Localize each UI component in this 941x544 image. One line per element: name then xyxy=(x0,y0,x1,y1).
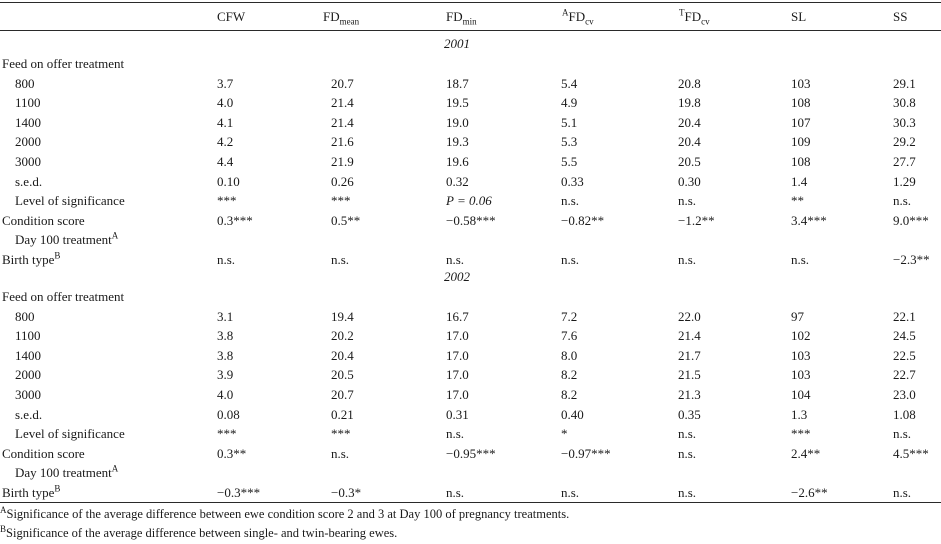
table-cell: 17.0 xyxy=(446,367,469,383)
table-cell: n.s. xyxy=(893,193,912,209)
column-header-subscript: mean xyxy=(339,16,360,27)
table-cell: 3.8 xyxy=(217,347,234,363)
column-header xyxy=(323,7,359,26)
column-header-superscript: T xyxy=(679,7,685,18)
row-label xyxy=(2,54,124,73)
table-cell: ** xyxy=(791,193,804,209)
table-cell: 21.5 xyxy=(678,367,701,383)
table-cell: 21.4 xyxy=(331,114,354,130)
table-row xyxy=(0,132,941,151)
table-cell: 17.0 xyxy=(446,387,469,402)
row-label-text: Feed on offer treatment xyxy=(2,289,125,304)
table-cell: n.s. xyxy=(446,485,465,500)
row-label xyxy=(15,152,41,171)
table-row xyxy=(0,405,941,424)
row-label-superscript: A xyxy=(111,231,119,242)
table-cell: 9.0*** xyxy=(893,212,929,228)
row-label-superscript: B xyxy=(54,250,61,261)
table-cell: n.s. xyxy=(217,252,236,267)
table-cell: 103 xyxy=(791,75,811,91)
row-label xyxy=(15,346,41,365)
year-label: 2002 xyxy=(444,269,470,284)
footnote xyxy=(0,506,569,523)
row-label-text: 1100 xyxy=(15,328,41,344)
row-label xyxy=(15,424,125,443)
footnote-marker: A xyxy=(0,504,7,515)
table-cell: 30.8 xyxy=(893,95,916,111)
row-label xyxy=(15,172,42,191)
row-label xyxy=(15,365,41,384)
table-row xyxy=(0,424,941,443)
table-cell: 5.5 xyxy=(561,154,578,169)
table-cell: 22.0 xyxy=(678,308,701,324)
table-cell: 0.32 xyxy=(446,173,469,189)
row-label-superscript: A xyxy=(111,464,119,475)
row-label xyxy=(15,113,41,132)
table-cell: 20.4 xyxy=(331,347,354,363)
table-cell: *** xyxy=(331,426,351,442)
table-cell: n.s. xyxy=(561,485,580,500)
table-cell: n.s. xyxy=(561,193,580,209)
column-header-subscript: cv xyxy=(701,16,710,27)
table-cell: P = 0.06 xyxy=(446,193,492,209)
row-label xyxy=(15,93,41,112)
table-cell: 3.1 xyxy=(217,308,234,324)
table-row xyxy=(0,307,941,326)
table-cell: 4.0 xyxy=(217,95,234,111)
row-label xyxy=(2,211,85,230)
table-cell: 0.35 xyxy=(678,406,701,422)
table-cell: 30.3 xyxy=(893,114,916,130)
column-header-base: FD xyxy=(568,9,586,24)
row-label xyxy=(2,444,85,463)
table-cell: 0.3** xyxy=(217,445,247,461)
table-cell: 0.40 xyxy=(561,406,584,422)
table-row xyxy=(0,365,941,384)
table-cell: 97 xyxy=(791,308,804,324)
row-label-text: s.e.d. xyxy=(15,173,43,189)
table-cell: n.s. xyxy=(678,252,697,267)
table-cell: 21.9 xyxy=(331,154,354,169)
table-cell: −2.3** xyxy=(893,252,930,267)
column-header-base: SS xyxy=(893,9,908,24)
table-cell: 20.4 xyxy=(678,134,701,150)
row-label xyxy=(2,483,60,502)
row-label xyxy=(15,405,42,424)
row-label-text: 1400 xyxy=(15,347,41,363)
table-cell: 3.8 xyxy=(217,328,234,344)
table-cell: 0.10 xyxy=(217,173,240,189)
table-cell: 2.4** xyxy=(791,445,821,461)
table-row xyxy=(0,326,941,345)
table-cell: 29.1 xyxy=(893,75,916,91)
table-cell: 19.0 xyxy=(446,114,469,130)
column-header xyxy=(562,7,594,26)
footnote-text: Significance of the average difference between ewe condition score 2 and 3 at Day 100 of pregnancy treatments. xyxy=(6,507,570,521)
table-cell: 21.6 xyxy=(331,134,354,150)
table-cell: 8.2 xyxy=(561,367,578,383)
table-cell: 22.7 xyxy=(893,367,916,383)
table-cell: n.s. xyxy=(446,252,465,267)
table-cell: −2.6** xyxy=(791,485,828,500)
table-cell: 8.2 xyxy=(561,387,578,402)
table-cell: 7.2 xyxy=(561,308,578,324)
table-cell: * xyxy=(561,426,568,442)
table-row xyxy=(0,463,941,482)
table-cell: 27.7 xyxy=(893,154,916,169)
table-cell: 20.7 xyxy=(331,387,354,402)
table-cell: *** xyxy=(331,193,351,209)
row-label xyxy=(15,307,35,326)
table-cell: 1.4 xyxy=(791,173,808,189)
row-label-text: Birth type xyxy=(2,485,55,500)
column-header xyxy=(217,7,245,26)
row-label-text: 2000 xyxy=(15,367,41,383)
table-cell: 4.1 xyxy=(217,114,234,130)
row-label-text: 800 xyxy=(15,75,35,91)
table-cell: 0.30 xyxy=(678,173,701,189)
table-cell: n.s. xyxy=(678,426,697,442)
table-cell: n.s. xyxy=(331,252,350,267)
table-cell: n.s. xyxy=(446,426,465,442)
table-cell: 21.7 xyxy=(678,347,701,363)
row-label-text: 1400 xyxy=(15,114,41,130)
table-cell: 3.9 xyxy=(217,367,234,383)
row-label-text: 3000 xyxy=(15,387,41,402)
table-cell: −0.97*** xyxy=(561,445,611,461)
table-cell: 19.8 xyxy=(678,95,701,111)
footnote-text: Significance of the average difference between single- and twin-bearing ewes. xyxy=(6,526,398,540)
table-cell: 19.6 xyxy=(446,154,469,169)
table-cell: 0.31 xyxy=(446,406,469,422)
year-heading xyxy=(0,267,941,286)
table-cell: 4.2 xyxy=(217,134,234,150)
row-label xyxy=(15,326,41,345)
table-cell: 29.2 xyxy=(893,134,916,150)
table-cell: 20.5 xyxy=(331,367,354,383)
row-label-text: 2000 xyxy=(15,134,41,150)
column-header xyxy=(446,7,477,26)
year-label: 2001 xyxy=(444,36,470,51)
column-header-subscript: cv xyxy=(585,16,594,27)
table-cell: 8.0 xyxy=(561,347,578,363)
row-label xyxy=(2,287,124,306)
table-cell: 4.9 xyxy=(561,95,578,111)
row-label-superscript: B xyxy=(54,483,61,494)
table-cell: 104 xyxy=(791,387,811,402)
table-cell: 18.7 xyxy=(446,75,469,91)
table-cell: 7.6 xyxy=(561,328,578,344)
table-cell: 1.08 xyxy=(893,406,916,422)
table-row xyxy=(0,346,941,365)
table-row xyxy=(0,230,941,249)
table-row xyxy=(0,93,941,112)
table-cell: 0.33 xyxy=(561,173,584,189)
table-cell: 107 xyxy=(791,114,811,130)
row-label-text: Level of significance xyxy=(15,193,125,209)
table-cell: 20.5 xyxy=(678,154,701,169)
table-cell: *** xyxy=(217,193,237,209)
table-row xyxy=(0,385,941,404)
table-cell: 24.5 xyxy=(893,328,916,344)
table-cell: n.s. xyxy=(678,445,697,461)
row-label-text: Level of significance xyxy=(15,426,125,442)
table-cell: n.s. xyxy=(678,193,697,209)
column-header-base: FD xyxy=(684,9,702,24)
column-header-base: FD xyxy=(446,9,463,24)
table-cell: *** xyxy=(791,426,811,442)
row-label xyxy=(15,132,41,151)
row-label-text: 800 xyxy=(15,308,35,324)
footnote xyxy=(0,525,397,542)
row-label-text: 3000 xyxy=(15,154,41,169)
table-bottom-rule xyxy=(0,502,941,503)
column-header-subscript: min xyxy=(462,16,477,27)
table-cell: n.s. xyxy=(331,445,350,461)
column-header xyxy=(791,7,806,26)
row-label-text: Condition score xyxy=(2,445,85,461)
table-cell: 5.4 xyxy=(561,75,578,91)
table-cell: 19.3 xyxy=(446,134,469,150)
column-header-base: SL xyxy=(791,9,807,24)
table-cell: 22.5 xyxy=(893,347,916,363)
table-cell: 17.0 xyxy=(446,328,469,344)
table-cell: n.s. xyxy=(791,252,810,267)
table-cell: 20.7 xyxy=(331,75,354,91)
table-cell: 102 xyxy=(791,328,811,344)
table-row xyxy=(0,287,941,306)
table-cell: 5.3 xyxy=(561,134,578,150)
table-cell: 103 xyxy=(791,347,811,363)
table-row xyxy=(0,172,941,191)
table-cell: 103 xyxy=(791,367,811,383)
column-header-base: FD xyxy=(323,9,340,24)
table-row xyxy=(0,74,941,93)
row-label-text: Condition score xyxy=(2,212,85,228)
header-rule xyxy=(0,30,941,31)
row-label xyxy=(15,230,118,249)
table-row xyxy=(0,444,941,463)
table-cell: n.s. xyxy=(893,485,912,500)
table-cell: 19.5 xyxy=(446,95,469,111)
year-heading xyxy=(0,34,941,53)
row-label-text: s.e.d. xyxy=(15,406,43,422)
table-cell: −0.95*** xyxy=(446,445,496,461)
table-cell: 1.3 xyxy=(791,406,808,422)
table-row xyxy=(0,483,941,502)
table-cell: 19.4 xyxy=(331,308,354,324)
table-cell: 20.4 xyxy=(678,114,701,130)
table-cell: 108 xyxy=(791,154,811,169)
table-cell: *** xyxy=(217,426,237,442)
table-cell: −0.82** xyxy=(561,212,605,228)
row-label-text: Day 100 treatment xyxy=(15,465,112,481)
table-cell: 22.1 xyxy=(893,308,916,324)
row-label xyxy=(15,463,118,482)
table-cell: 3.7 xyxy=(217,75,234,91)
table-row xyxy=(0,211,941,230)
table-cell: 0.08 xyxy=(217,406,240,422)
row-label-text: Day 100 treatment xyxy=(15,232,112,248)
table-cell: 23.0 xyxy=(893,387,916,402)
table-cell: 4.4 xyxy=(217,154,234,169)
table-cell: 1.29 xyxy=(893,173,916,189)
column-header xyxy=(893,7,907,26)
table-cell: 16.7 xyxy=(446,308,469,324)
table-cell: 21.4 xyxy=(678,328,701,344)
table-cell: 5.1 xyxy=(561,114,578,130)
row-label xyxy=(15,385,41,404)
table-cell: 108 xyxy=(791,95,811,111)
table-cell: −0.58*** xyxy=(446,212,496,228)
table-row xyxy=(0,191,941,210)
table-cell: 20.8 xyxy=(678,75,701,91)
table-cell: 4.0 xyxy=(217,387,234,402)
table-cell: −0.3*** xyxy=(217,485,261,500)
table-cell: 0.26 xyxy=(331,173,354,189)
table-row xyxy=(0,152,941,171)
row-label-text: Feed on offer treatment xyxy=(2,56,125,71)
column-header xyxy=(679,7,710,26)
table-cell: 0.3*** xyxy=(217,212,253,228)
row-label-text: 1100 xyxy=(15,95,41,111)
table-cell: 109 xyxy=(791,134,811,150)
table-cell: n.s. xyxy=(678,485,697,500)
table-cell: n.s. xyxy=(893,426,912,442)
table-cell: 20.2 xyxy=(331,328,354,344)
table-cell: 21.4 xyxy=(331,95,354,111)
table-cell: 17.0 xyxy=(446,347,469,363)
column-header-superscript: A xyxy=(562,7,569,18)
row-label-text: Birth type xyxy=(2,252,55,267)
table-cell: −1.2** xyxy=(678,212,715,228)
row-label xyxy=(15,74,35,93)
table-cell: 0.21 xyxy=(331,406,354,422)
column-header-base: CFW xyxy=(217,9,246,24)
table-cell: 3.4*** xyxy=(791,212,827,228)
table-row xyxy=(0,54,941,73)
table-row xyxy=(0,113,941,132)
footnote-marker: B xyxy=(0,523,7,534)
table-top-rule xyxy=(0,2,941,3)
table-cell: n.s. xyxy=(561,252,580,267)
table-cell: 4.5*** xyxy=(893,445,929,461)
column-header-row xyxy=(0,7,941,26)
row-label xyxy=(15,191,125,210)
table-cell: 0.5** xyxy=(331,212,361,228)
table-cell: 21.3 xyxy=(678,387,701,402)
table-cell: −0.3* xyxy=(331,485,362,500)
